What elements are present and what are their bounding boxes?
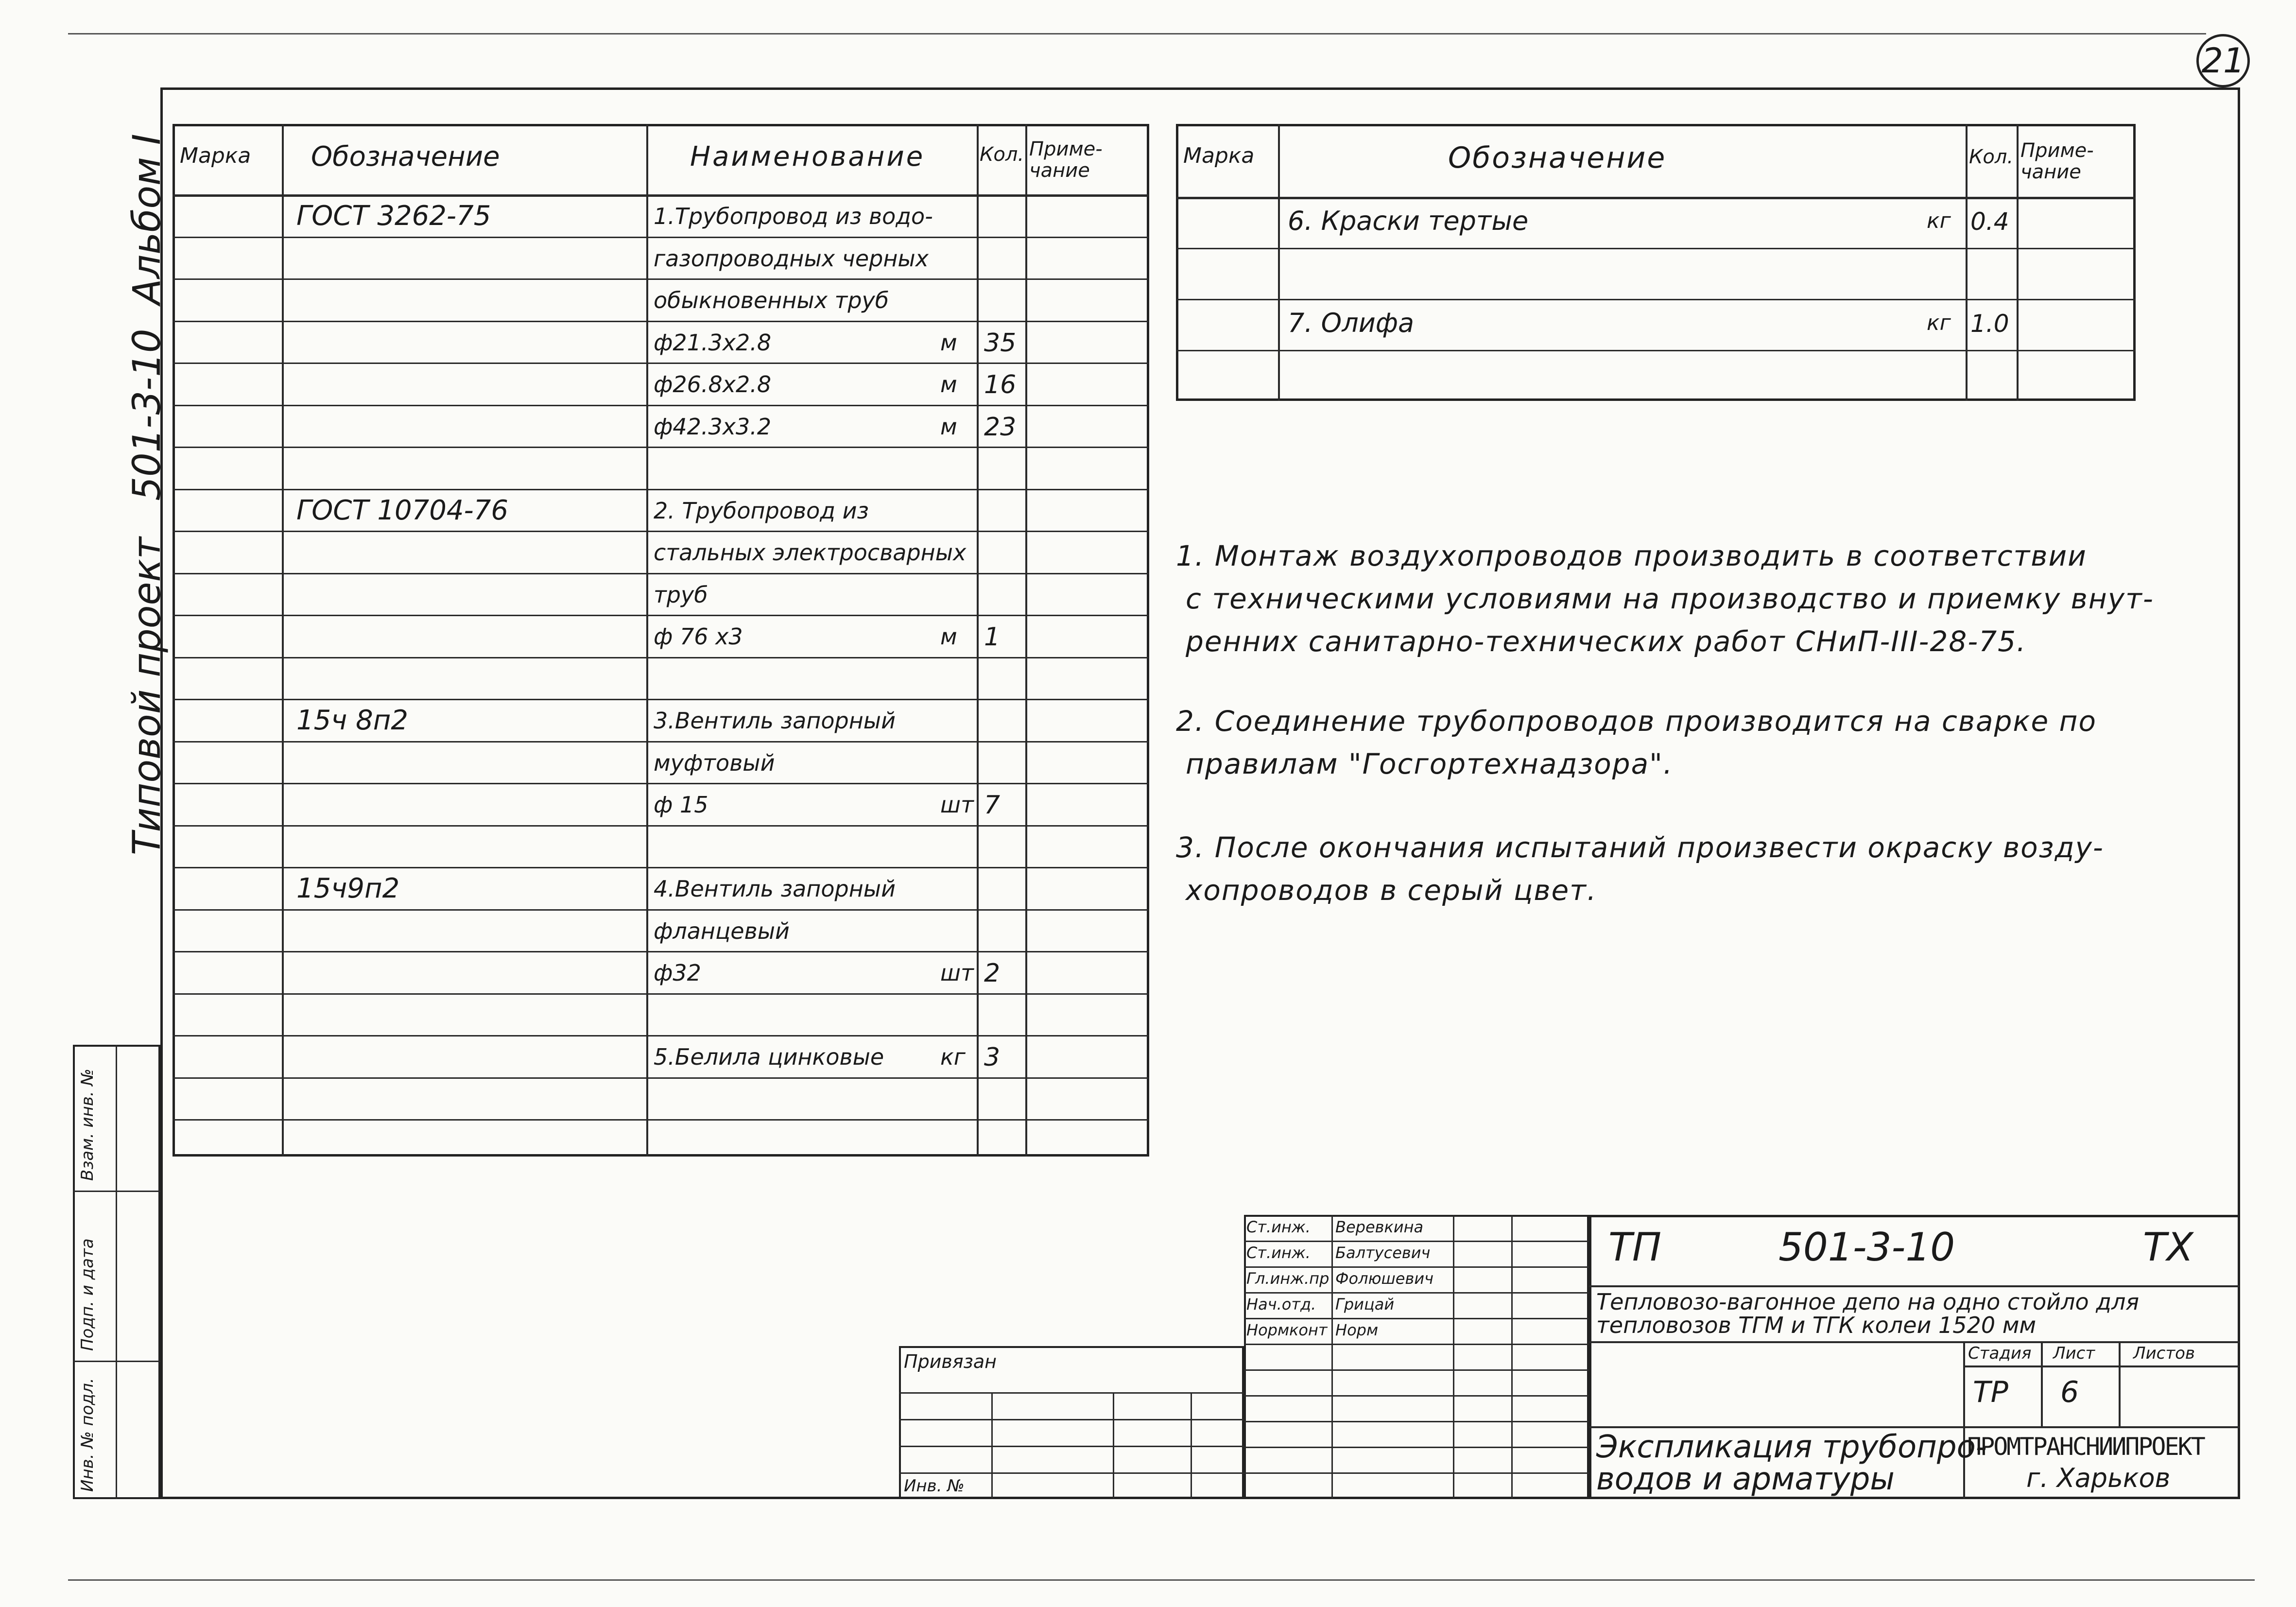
row-name: стальных электросварных [654,539,967,566]
left-header-mark: Марка [180,143,251,168]
row-designation: 7. Олифа [1288,308,1415,338]
role-title: Нормконт [1246,1321,1328,1339]
stage-value: ТР [1973,1375,2008,1409]
inv-label: Инв. № [904,1476,965,1496]
row-unit: шт [940,792,974,818]
row-qty: 16 [984,370,1017,399]
row-name: 4.Вентиль запорный [654,876,896,902]
role-name: Грицай [1335,1295,1395,1313]
top-edge-line [68,33,2206,35]
stamp-inv-label: Инв. № подл. [78,1378,97,1492]
role-title: Ст.инж. [1246,1244,1311,1262]
sheet-value: 6 [2060,1375,2079,1409]
row-name: ф42.3х3.2 [654,413,772,440]
row-name: 5.Белила цинковые [654,1044,884,1070]
note-line: 2. Соединение трубопроводов производится на сварке по [1176,705,2097,738]
sheet-header: Лист [2053,1344,2095,1363]
note-line: хопроводов в серый цвет. [1186,874,1597,907]
row-qty: 1 [984,622,1001,652]
sheets-header: Листов [2133,1344,2195,1363]
right-header-note: Приме- чание [2020,139,2094,183]
city: г. Харьков [2026,1463,2171,1493]
role-name: Балтусевич [1335,1244,1431,1262]
tp-label: ТП [1608,1225,1662,1270]
sheet-number: 21 [2196,34,2250,87]
right-header-mark: Марка [1183,143,1255,168]
note-line: с техническими условиями на производство и приемку внут- [1186,582,2154,615]
project-description: Тепловозо-вагонное депо на одно стойло для тепловозов ТГМ и ТГК колеи 1520 мм [1596,1289,2140,1338]
left-header-designation: Обозначение [311,141,500,173]
row-unit: кг [1927,311,1951,335]
row-name: ф 76 х3 [654,623,743,650]
left-header-qty: Кол. [980,143,1024,166]
row-name: ф32 [654,960,701,986]
row-name: 3.Вентиль запорный [654,708,896,734]
left-header-name: Наименование [690,141,925,173]
bottom-edge-line [68,1579,2255,1581]
row-qty: 35 [984,328,1017,358]
project-code: 501-3-10 [1778,1225,1955,1270]
row-designation: ГОСТ 10704-76 [296,494,508,526]
side-project-label: Типовой проект 501-3-10 Альбом I [125,134,169,855]
right-header-designation: Обозначение [1448,141,1667,175]
row-unit: м [940,623,957,650]
row-qty: 2 [984,959,1001,988]
row-name: ф 15 [654,792,708,818]
organization: ПРОМТРАНСНИИПРОЕКТ [1967,1433,2204,1461]
row-name: газопроводных черных [654,245,929,272]
note-line: 3. После окончания испытаний произвести окраску возду- [1176,831,2104,864]
role-name: Фолюшевич [1335,1269,1434,1288]
row-unit: м [940,329,957,356]
stamp-sign-label: Подп. и дата [78,1238,97,1351]
row-name: ф21.3х2.8 [654,329,772,356]
row-unit: м [940,371,957,397]
row-designation: 6. Краски тертые [1288,206,1529,236]
row-qty: 0.4 [1970,207,2009,236]
row-qty: 7 [984,791,1001,820]
right-header-qty: Кол. [1969,146,2014,168]
row-name: ф26.8х2.8 [654,371,772,397]
row-designation: 15ч9п2 [296,873,400,904]
row-unit: кг [940,1044,966,1070]
row-qty: 23 [984,412,1017,442]
row-qty: 3 [984,1043,1001,1072]
row-designation: 15ч 8п2 [296,705,409,736]
role-title: Гл.инж.пр [1246,1269,1329,1288]
drawing-title: Экспликация трубопро- водов и арматуры [1596,1429,1987,1497]
stamp-replace-label: Взам. инв. № [78,1069,97,1181]
note-line: 1. Монтаж воздухопроводов производить в соответствии [1176,539,2087,572]
row-name: муфтовый [654,749,775,776]
row-unit: м [940,413,957,440]
row-name: 2. Трубопровод из [654,497,869,524]
row-name: труб [654,581,708,608]
doc-code: ТХ [2143,1225,2193,1270]
row-name: обыкновенных труб [654,287,889,313]
row-qty: 1.0 [1970,310,2009,338]
stage-header: Стадия [1968,1344,2032,1363]
row-name: 1.Трубопровод из водо- [654,203,933,229]
note-line: ренних санитарно-технических работ СНиП-III-28-75. [1186,625,2027,658]
bound-label: Привязан [904,1351,997,1372]
row-name: фланцевый [654,917,790,944]
left-header-note: Приме- чание [1029,138,1103,182]
note-line: правилам "Госгортехнадзора". [1186,747,1674,780]
row-designation: ГОСТ 3262-75 [296,200,491,232]
role-name: Норм [1335,1321,1379,1339]
row-unit: шт [940,960,974,986]
row-unit: кг [1927,208,1951,233]
role-title: Ст.инж. [1246,1218,1311,1236]
role-title: Нач.отд. [1246,1295,1316,1313]
role-name: Веревкина [1335,1218,1424,1236]
